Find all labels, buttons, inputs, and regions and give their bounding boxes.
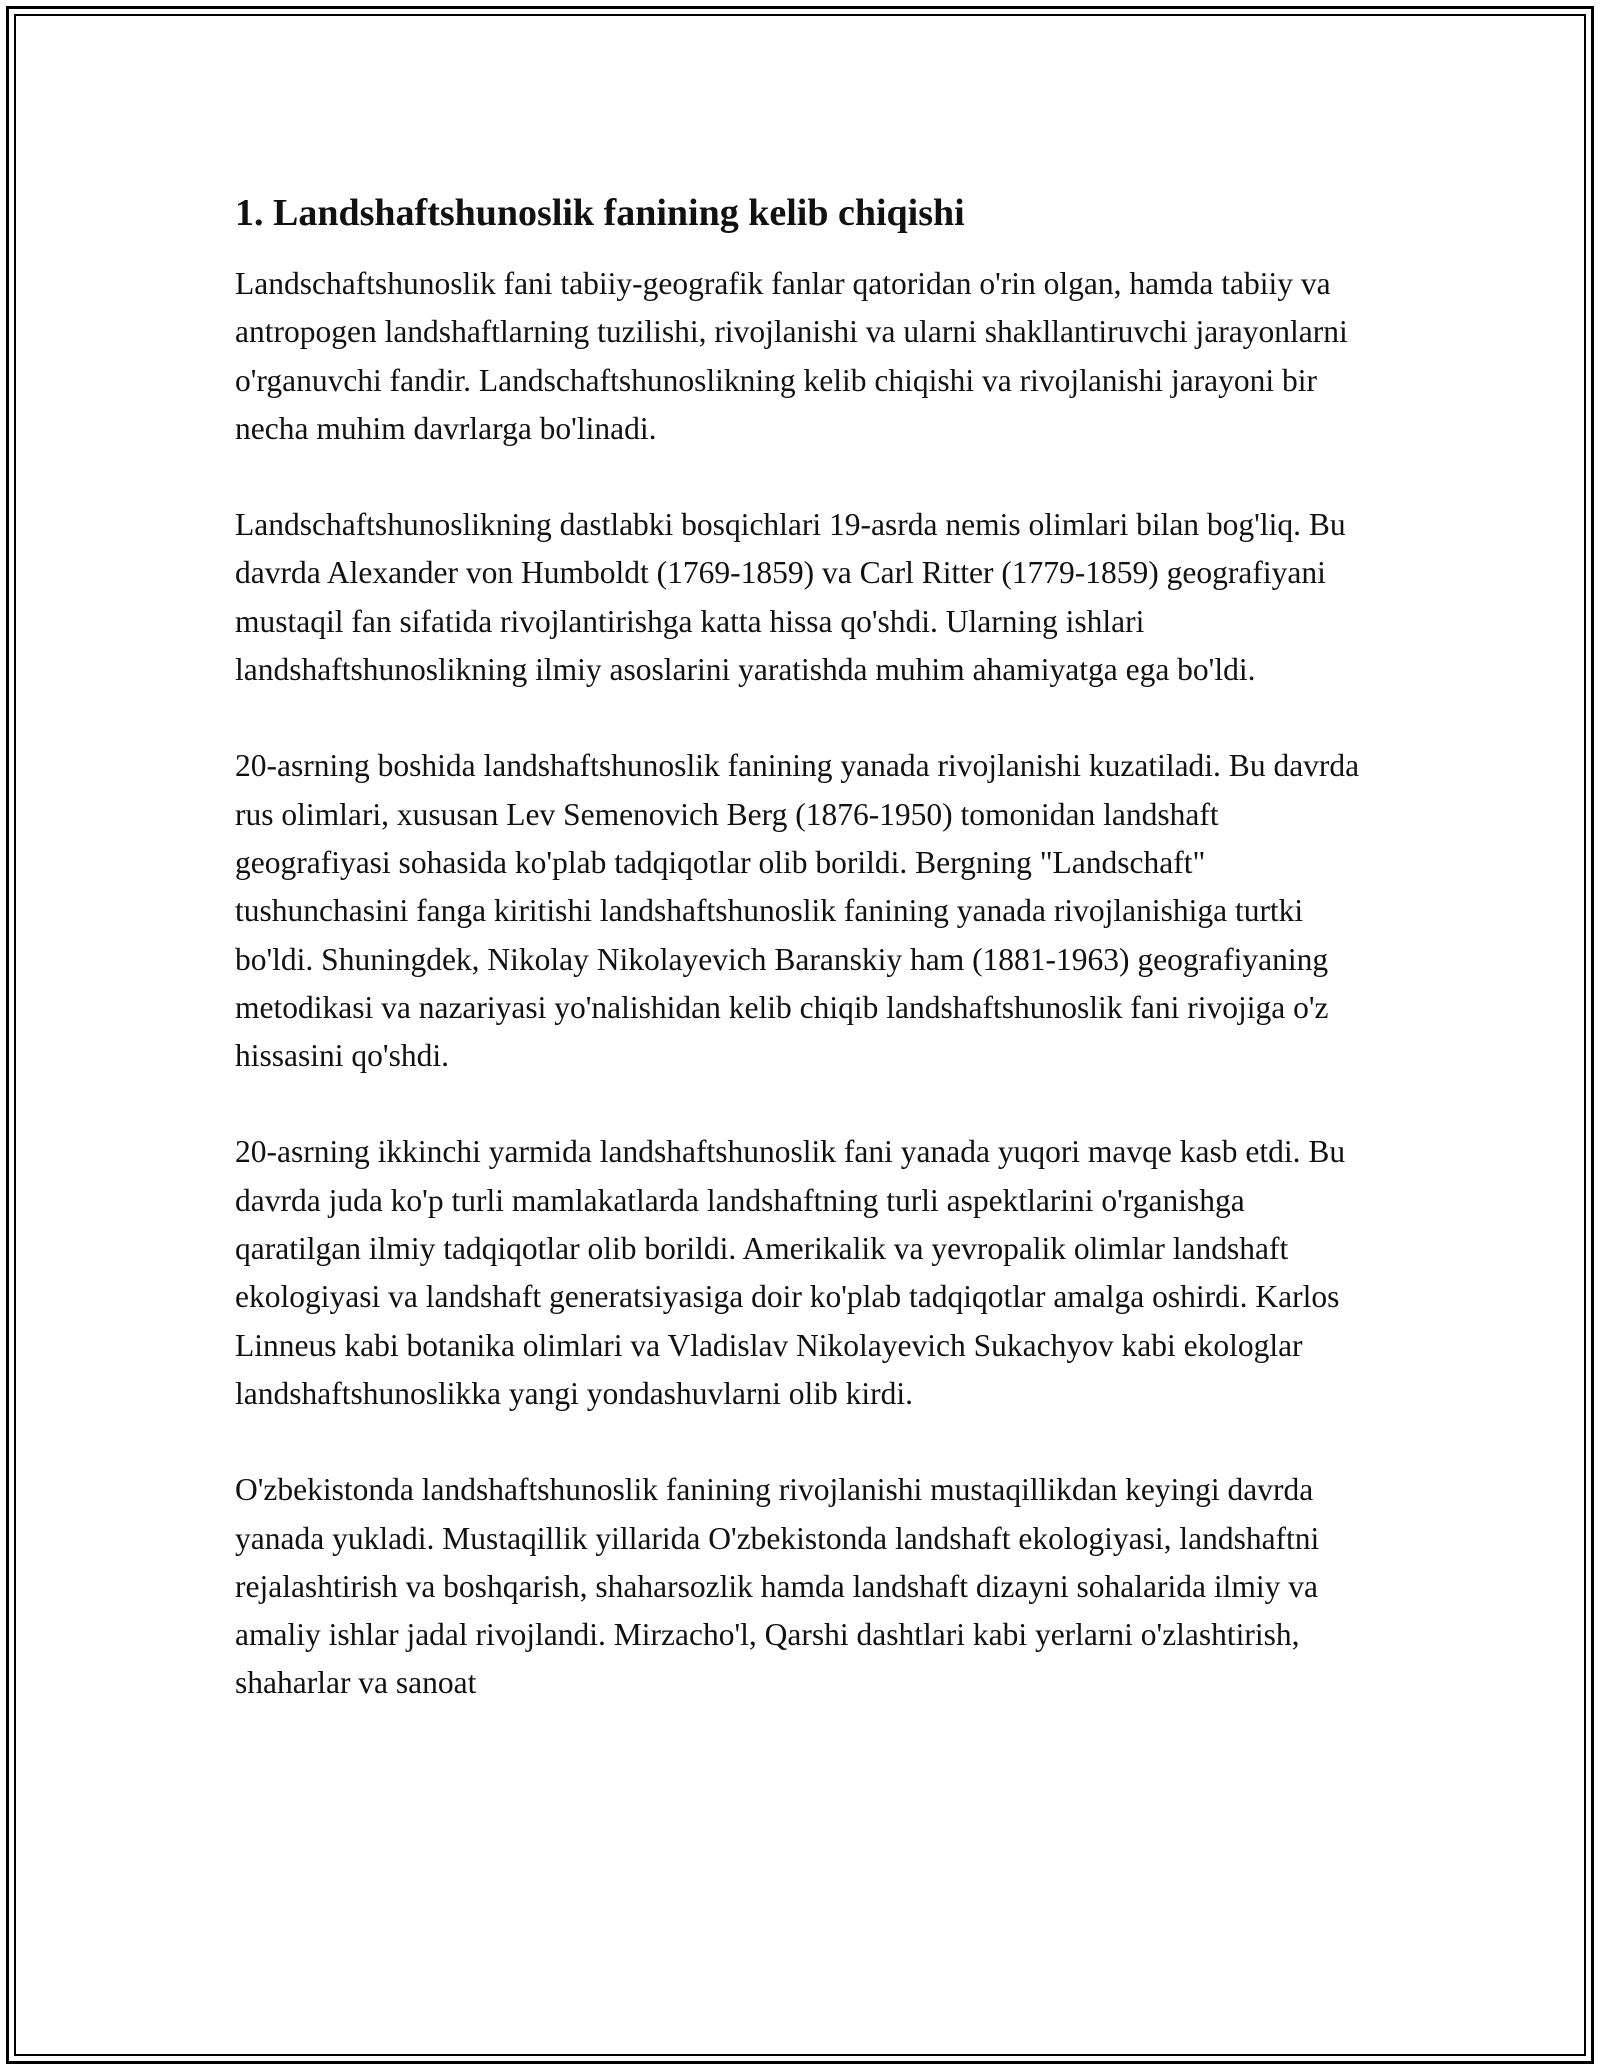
section-heading: 1. Landshaftshunoslik fanining kelib chiqishi <box>235 192 965 234</box>
paragraph-2: Landschaftshunoslikning dastlabki bosqichlari 19-asrda nemis olimlari bilan bog'liq. Bu davrda Alexander von Humboldt (1769-1859) va Carl Ritter (1779-1859) geografiyani mustaqil fan sifatida rivojlantirishga katta hissa qo'shdi. Ularning ishlari landshaftshunoslikning ilmiy asoslarini yaratishda muhim ahamiyatga ega bo'ldi. <box>235 507 1346 688</box>
paragraph-4: 20-asrning ikkinchi yarmida landshaftshunoslik fani yanada yuqori mavqe kasb etdi. Bu davrda juda ko'p turli mamlakatlarda landshaftning turli aspektlarini o'rganishga qaratilgan ilmiy tadqiqotlar olib borildi. Amerikalik va yevropalik olimlar landshaft ekologiyasi va landshaft generatsiyasiga doir ko'plab tadqiqotlar amalga oshirdi. Karlos Linneus kabi botanika olimlari va Vladislav Nikolayevich Sukachyov kabi ekologlar landshaftshunoslikka yangi yondashuvlarni olib kirdi. <box>235 1134 1346 1411</box>
paragraph-1: Landschaftshunoslik fani tabiiy-geografik fanlar qatoridan o'rin olgan, hamda tabiiy va antropogen landshaftlarning tuzilishi, rivojlanishi va ularni shakllantiruvchi jarayonlarni o'rganuvchi fandir. Landschaftshunoslikning kelib chiqishi va rivojlanishi jarayoni bir necha muhim davrlarga bo'linadi. <box>235 266 1348 446</box>
paragraph-3: 20-asrning boshida landshaftshunoslik fanining yanada rivojlanishi kuzatiladi. Bu davrda rus olimlari, xususan Lev Semenovich Berg (1876-1950) tomonidan landshaft geografiyasi sohasida ko'plab tadqiqotlar olib borildi. Bergning "Landschaft" tushunchasini fanga kiritishi landshaftshunoslik fanining yanada rivojlanishiga turtki bo'ldi. Shuningdek, Nikolay Nikolayevich Baranskiy ham (1881-1963) geografiyaning metodikasi va nazariyasi yo'nalishidan kelib chiqib landshaftshunoslik fani rivojiga o'z hissasini qo'shdi. <box>235 748 1360 1074</box>
document-body <box>235 184 1370 1756</box>
paragraph-5: O'zbekistonda landshaftshunoslik fanining rivojlanishi mustaqillikdan keyingi davrda yanada yukladi. Mustaqillik yillarida O'zbekistonda landshaft ekologiyasi, landshaftni rejalashtirish va boshqarish, shaharsozlik hamda landshaft dizayni sohalarida ilmiy va amaliy ishlar jadal rivojlandi. Mirzacho'l, Qarshi dashtlari kabi yerlarni o'zlashtirish, shaharlar va sanoat <box>235 1472 1320 1701</box>
